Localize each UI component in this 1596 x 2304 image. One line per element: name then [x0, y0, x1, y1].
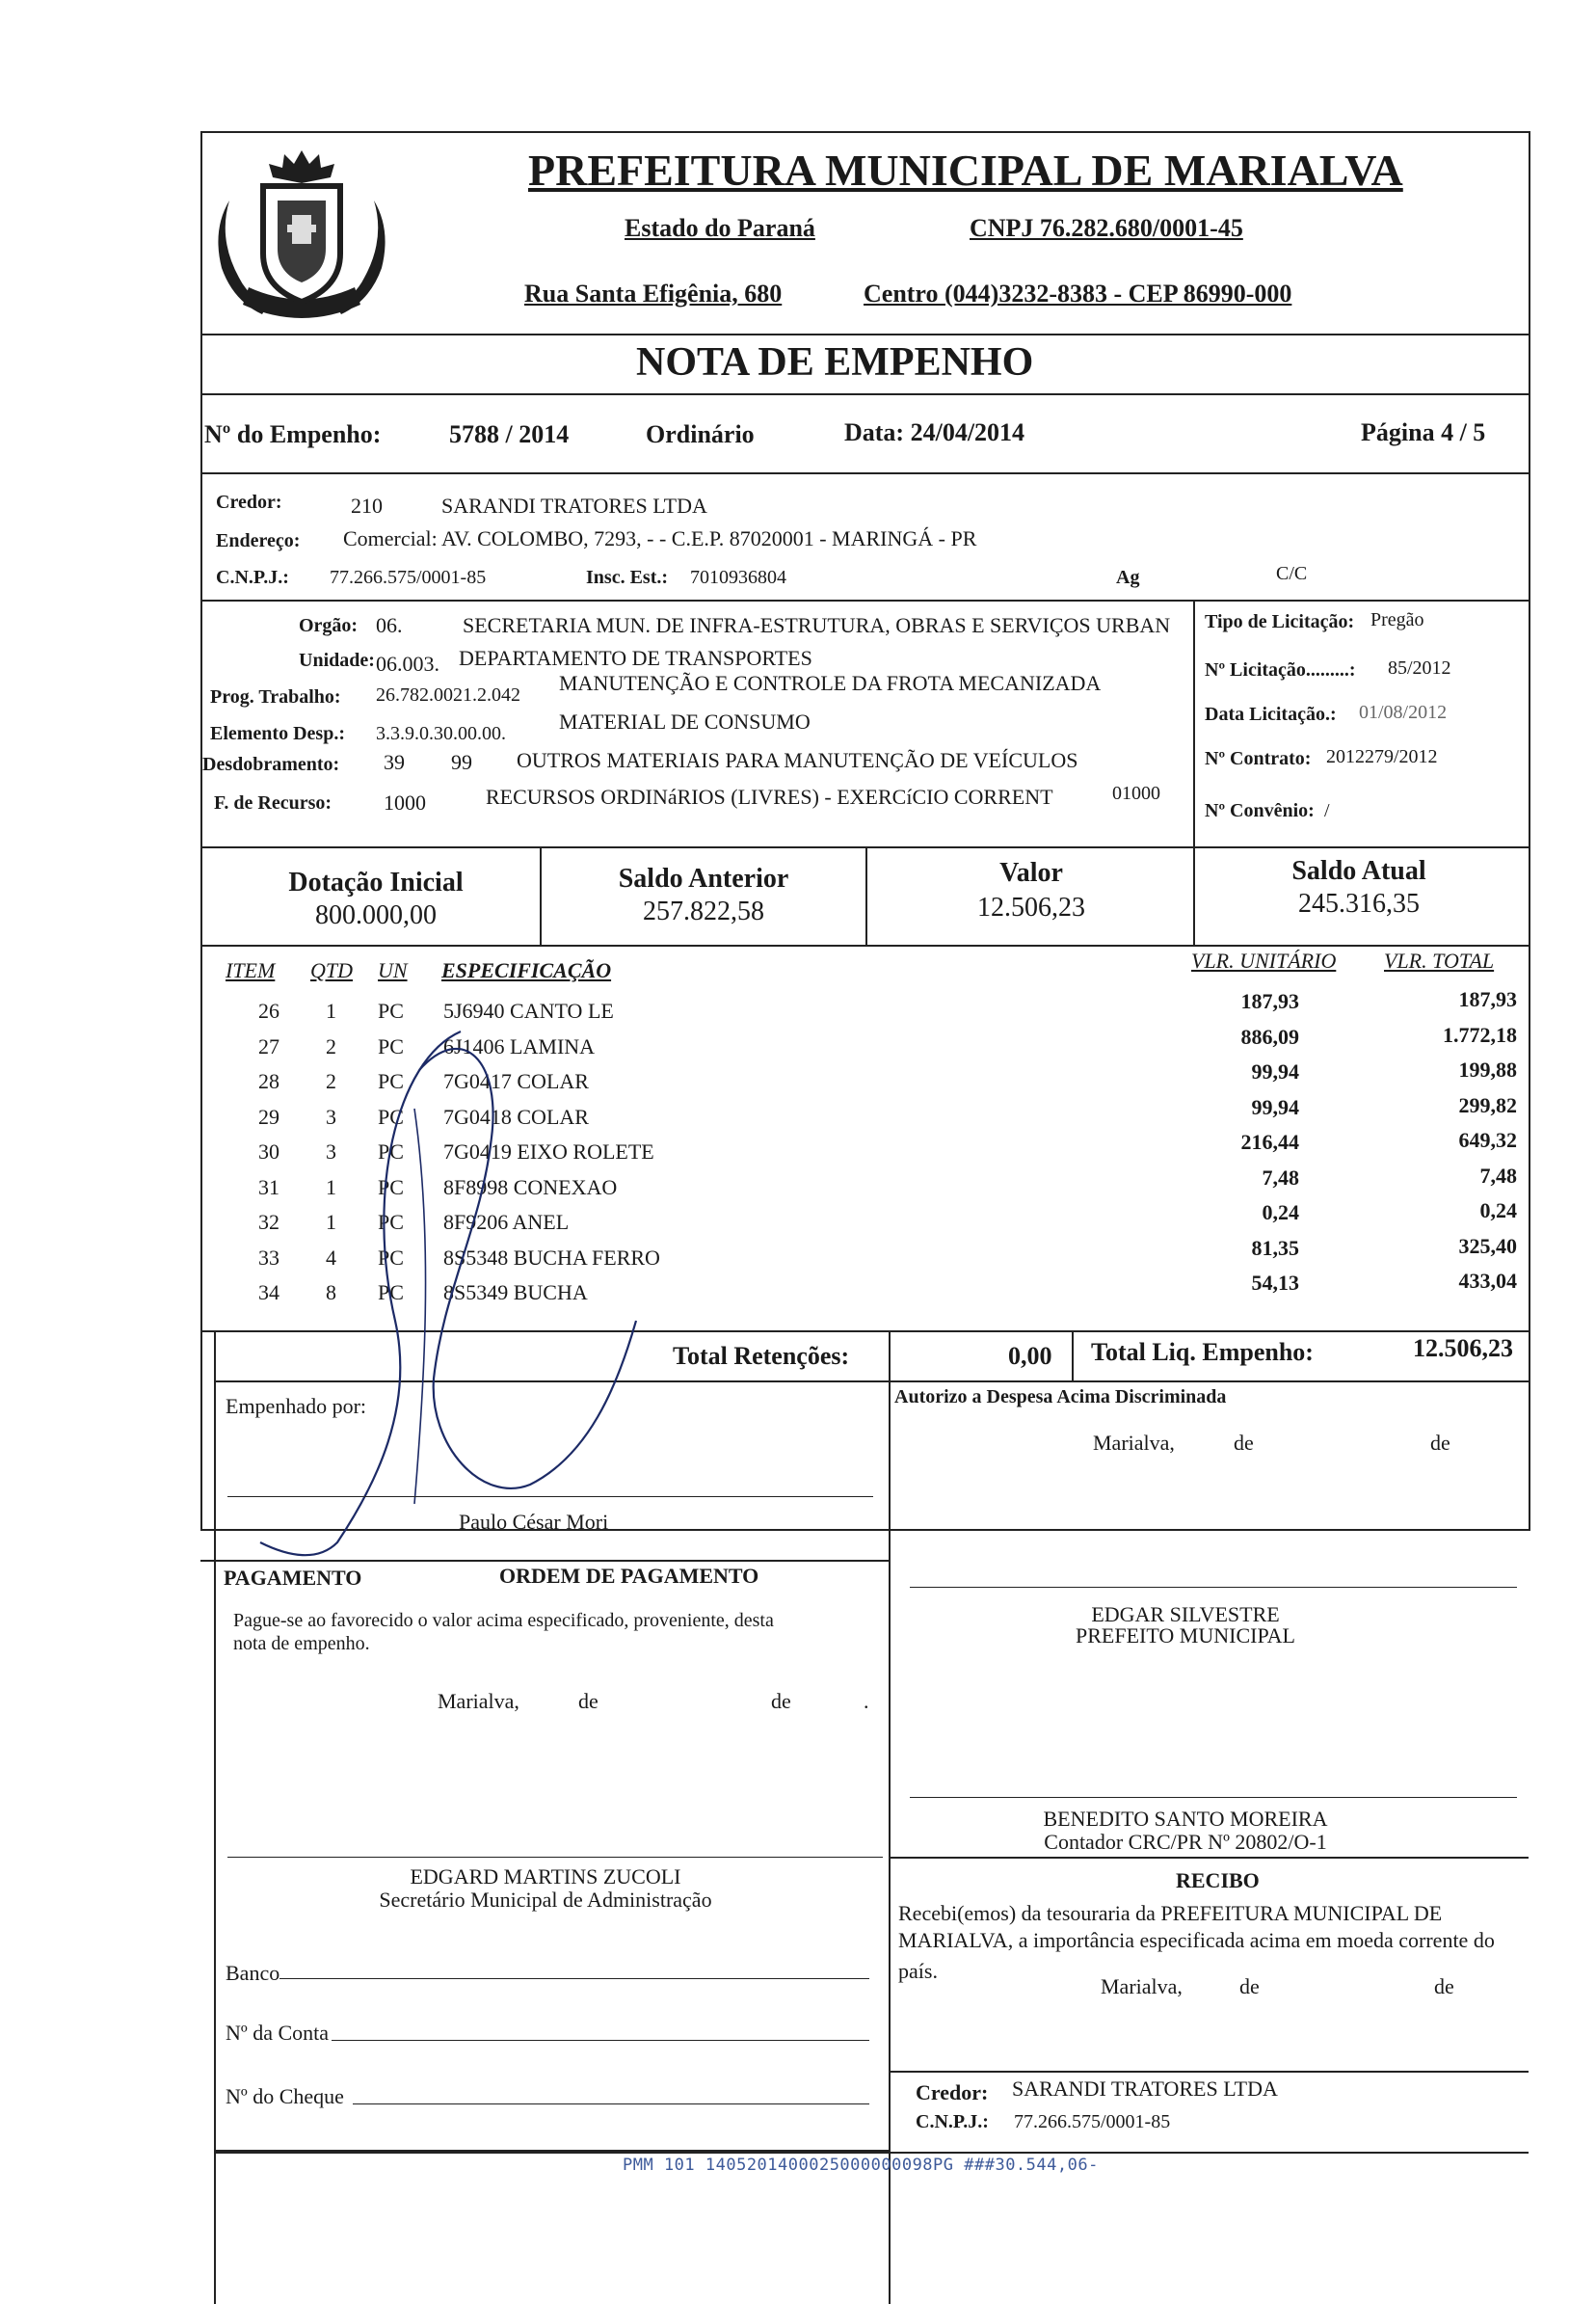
cheque-label: Nº do Cheque [226, 2084, 344, 2108]
unidade-code: 06.003. [376, 652, 439, 676]
divider [200, 846, 1529, 848]
conta-line [332, 2040, 869, 2041]
recibo-text-2: MARIALVA, a importância especificada acima em moeda corrente do [898, 1928, 1495, 1952]
signature-line [910, 1797, 1517, 1798]
prog-label: Prog. Trabalho: [210, 686, 341, 708]
credor-code: 210 [351, 494, 383, 518]
item-unit: PC [378, 1280, 404, 1304]
divider [200, 334, 1529, 335]
divider [1193, 846, 1195, 945]
recibo-credor: SARANDI TRATORES LTDA [1012, 2076, 1278, 2101]
fonte-extra: 01000 [1112, 783, 1160, 804]
item-qty: 2 [326, 1069, 336, 1093]
recibo-de-1: de [1239, 1974, 1260, 1998]
contrato-value: 2012279/2012 [1326, 746, 1438, 767]
fonte-label: F. de Recurso: [214, 792, 332, 814]
banco-line [279, 1978, 869, 1979]
divider [540, 846, 542, 945]
pagamento-de-2: de [771, 1689, 791, 1713]
fonte-code: 1000 [384, 790, 426, 815]
credor-cnpj: 77.266.575/0001-85 [330, 567, 487, 588]
credor-address: Comercial: AV. COLOMBO, 7293, - - C.E.P. 87020001 - MARINGÁ - PR [343, 526, 977, 550]
item-number: 34 [258, 1280, 279, 1304]
col-un-header: UN [378, 958, 408, 982]
item-unit-price: 7,48 [1262, 1165, 1299, 1190]
pagamento-dot: . [864, 1689, 869, 1713]
doc-title: NOTA DE EMPENHO [636, 340, 1034, 385]
item-total: 199,88 [1458, 1058, 1517, 1082]
desdobramento-desc: OUTROS MATERIAIS PARA MANUTENÇÃO DE VEÍCULOS [517, 748, 1078, 772]
item-total: 0,24 [1479, 1198, 1517, 1222]
orgao-code: 06. [376, 613, 403, 637]
num-licitacao-value: 85/2012 [1388, 657, 1451, 679]
saldo-anterior-label: Saldo Anterior [618, 864, 789, 894]
signature-line [227, 1496, 873, 1497]
contrato-label: Nº Contrato: [1205, 748, 1312, 769]
col-total-header: VLR. TOTAL [1384, 949, 1495, 973]
divider [889, 1857, 1529, 1859]
elemento-desc: MATERIAL DE CONSUMO [559, 710, 811, 734]
elemento-label: Elemento Desp.: [210, 723, 345, 744]
signature-line [227, 1857, 883, 1858]
prog-desc: MANUTENÇÃO E CONTROLE DA FROTA MECANIZADA [559, 671, 1102, 695]
empenho-number: 5788 / 2014 [449, 420, 570, 448]
address-label: Rua Santa Efigênia, 680 [524, 280, 783, 308]
item-total: 1.772,18 [1443, 1022, 1517, 1047]
cc-label: C/C [1276, 563, 1308, 584]
item-unit-price: 81,35 [1251, 1235, 1299, 1260]
total-retencoes-label: Total Retenções: [673, 1342, 850, 1370]
address-label: Endereço: [216, 530, 301, 551]
saldo-anterior-value: 257.822,58 [643, 897, 764, 926]
item-unit: PC [378, 999, 404, 1023]
item-qty: 1 [326, 1174, 336, 1199]
item-unit-price: 216,44 [1240, 1130, 1299, 1154]
elemento-code: 3.3.9.0.30.00.00. [376, 723, 506, 744]
divider [200, 945, 1529, 947]
col-qtd-header: QTD [310, 958, 354, 982]
total-liquido-value: 12.506,23 [1413, 1334, 1513, 1362]
autorizo-de-1: de [1234, 1431, 1254, 1455]
item-unit: PC [378, 1245, 404, 1270]
saldo-atual-label: Saldo Atual [1291, 856, 1426, 886]
ordem-pagamento-label: ORDEM DE PAGAMENTO [499, 1564, 759, 1588]
pagamento-place: Marialva, [438, 1689, 519, 1713]
insc-label: Insc. Est.: [586, 567, 669, 588]
unidade-label: Unidade: [299, 650, 375, 671]
dotacao-inicial-value: 800.000,00 [315, 900, 437, 930]
autorizo-label: Autorizo a Despesa Acima Discriminada [894, 1386, 1227, 1407]
total-retencoes-value: 0,00 [1008, 1342, 1052, 1370]
item-unit-price: 99,94 [1251, 1059, 1299, 1084]
contador-title: Contador CRC/PR Nº 20802/O-1 [1044, 1830, 1327, 1854]
recibo-credor-label: Credor: [916, 2080, 989, 2104]
divider [200, 600, 1529, 602]
item-number: 28 [258, 1069, 279, 1093]
dotacao-inicial-label: Dotação Inicial [288, 868, 464, 897]
conta-label: Nº da Conta [226, 2021, 330, 2045]
contact-label: Centro (044)3232-8383 - CEP 86990-000 [864, 280, 1292, 308]
desdobramento-code-2: 99 [451, 750, 472, 774]
contador-name: BENEDITO SANTO MOREIRA [1043, 1807, 1328, 1831]
state-label: Estado do Paraná [625, 214, 815, 242]
convenio-value: / [1324, 800, 1330, 821]
item-spec: 7G0418 COLAR [443, 1104, 589, 1129]
recibo-place: Marialva, [1101, 1974, 1183, 1998]
item-unit: PC [378, 1139, 404, 1164]
divider [214, 1330, 216, 2304]
tipo-licitacao-label: Tipo de Licitação: [1205, 611, 1355, 632]
footer-barcode-text: PMM 101 1405201400025000000098PG ###30.544,06- [623, 2156, 1099, 2175]
credor-name: SARANDI TRATORES LTDA [441, 494, 707, 518]
item-unit-price: 886,09 [1240, 1024, 1299, 1049]
item-unit-price: 99,94 [1251, 1094, 1299, 1119]
item-unit: PC [378, 1069, 404, 1093]
recibo-title: RECIBO [1176, 1868, 1260, 1892]
cnpj-label: CNPJ 76.282.680/0001-45 [970, 214, 1243, 242]
item-total: 649,32 [1458, 1128, 1517, 1152]
recibo-text-1: Recebi(emos) da tesouraria da PREFEITURA MUNICIPAL DE [898, 1901, 1443, 1925]
secretario-name: EDGARD MARTINS ZUCOLI [410, 1864, 681, 1889]
signature-line [910, 1587, 1517, 1588]
item-spec: 8F8998 CONEXAO [443, 1174, 618, 1199]
desdobramento-label: Desdobramento: [202, 754, 340, 775]
item-number: 27 [258, 1033, 279, 1058]
pagamento-label: PAGAMENTO [224, 1566, 362, 1590]
tipo-licitacao-value: Pregão [1370, 609, 1424, 630]
ag-label: Ag [1116, 567, 1140, 588]
item-qty: 3 [326, 1104, 336, 1129]
pagamento-de-1: de [578, 1689, 598, 1713]
item-number: 32 [258, 1210, 279, 1234]
autorizo-place: Marialva, [1093, 1431, 1175, 1455]
item-number: 29 [258, 1104, 279, 1129]
divider [214, 2152, 1529, 2154]
recibo-cnpj-label: C.N.P.J.: [916, 2111, 989, 2132]
item-total: 433,04 [1458, 1269, 1517, 1293]
valor-value: 12.506,23 [977, 893, 1085, 923]
divider [1072, 1330, 1074, 1380]
pagamento-text-1: Pague-se ao favorecido o valor acima especificado, proveniente, desta [233, 1610, 774, 1631]
saldo-atual-value: 245.316,35 [1298, 889, 1420, 919]
item-number: 30 [258, 1139, 279, 1164]
divider [889, 2071, 1529, 2073]
item-qty: 2 [326, 1033, 336, 1058]
item-unit-price: 0,24 [1262, 1200, 1299, 1224]
recibo-text-3: país. [898, 1959, 938, 1983]
secretario-title: Secretário Municipal de Administração [379, 1888, 712, 1912]
item-total: 187,93 [1458, 987, 1517, 1011]
empenhado-label: Empenhado por: [226, 1394, 367, 1418]
item-unit: PC [378, 1104, 404, 1129]
handwritten-signature [251, 1003, 655, 1562]
recibo-de-2: de [1434, 1974, 1454, 1998]
item-spec: 5J6940 CANTO LE [443, 999, 614, 1023]
pagamento-text-2: nota de empenho. [233, 1633, 370, 1654]
prog-code: 26.782.0021.2.042 [376, 684, 520, 706]
orgao-label: Orgão: [299, 615, 359, 636]
valor-label: Valor [999, 858, 1063, 888]
item-unit: PC [378, 1210, 404, 1234]
item-spec: 7G0419 EIXO ROLETE [443, 1139, 654, 1164]
desdobramento-code-1: 39 [384, 750, 405, 774]
empenhado-name: Paulo César Mori [459, 1510, 609, 1534]
cheque-line [353, 2103, 869, 2104]
fonte-desc: RECURSOS ORDINáRIOS (LIVRES) - EXERCíCIO CORRENT [486, 785, 1053, 809]
item-total: 7,48 [1479, 1163, 1517, 1188]
item-qty: 1 [326, 999, 336, 1023]
item-qty: 3 [326, 1139, 336, 1164]
divider [200, 393, 1529, 395]
prefeito-name: EDGAR SILVESTRE [1091, 1602, 1280, 1626]
recibo-cnpj: 77.266.575/0001-85 [1014, 2111, 1171, 2132]
unidade-desc: DEPARTAMENTO DE TRANSPORTES [459, 646, 812, 670]
empenho-label: Nº do Empenho: [204, 420, 382, 448]
autorizo-de-2: de [1430, 1431, 1450, 1455]
col-item-header: ITEM [226, 958, 276, 982]
item-total: 299,82 [1458, 1092, 1517, 1117]
data-licitacao-label: Data Licitação.: [1205, 704, 1337, 725]
total-liquido-label: Total Liq. Empenho: [1091, 1338, 1314, 1366]
item-unit-price: 187,93 [1240, 989, 1299, 1013]
item-spec: 8S5349 BUCHA [443, 1280, 588, 1304]
empenho-type: Ordinário [646, 420, 755, 448]
item-qty: 8 [326, 1280, 336, 1304]
num-licitacao-label: Nº Licitação.........: [1205, 659, 1356, 681]
item-total: 325,40 [1458, 1233, 1517, 1258]
item-unit: PC [378, 1033, 404, 1058]
divider [865, 846, 867, 945]
credor-label: Credor: [216, 492, 282, 513]
item-number: 31 [258, 1174, 279, 1199]
orgao-desc: SECRETARIA MUN. DE INFRA-ESTRUTURA, OBRAS E SERVIÇOS URBAN [463, 613, 1171, 637]
item-spec: 8S5348 BUCHA FERRO [443, 1245, 660, 1270]
empenho-date: Data: 24/04/2014 [844, 418, 1025, 446]
banco-label: Banco [226, 1961, 280, 1985]
item-number: 33 [258, 1245, 279, 1270]
item-spec: 6J1406 LAMINA [443, 1033, 596, 1058]
item-unit: PC [378, 1174, 404, 1199]
item-spec: 8F9206 ANEL [443, 1210, 570, 1234]
divider [1193, 600, 1195, 846]
data-licitacao-value: 01/08/2012 [1359, 702, 1448, 723]
item-number: 26 [258, 999, 279, 1023]
item-qty: 1 [326, 1210, 336, 1234]
col-spec-header: ESPECIFICAÇÃO [441, 958, 612, 982]
prefeito-title: PREFEITO MUNICIPAL [1076, 1623, 1295, 1648]
convenio-label: Nº Convênio: [1205, 800, 1315, 821]
cnpj-label: C.N.P.J.: [216, 567, 289, 588]
col-unit-header: VLR. UNITÁRIO [1191, 949, 1337, 973]
insc-value: 7010936804 [690, 567, 786, 588]
divider [200, 472, 1529, 474]
page-title: PREFEITURA MUNICIPAL DE MARIALVA [528, 146, 1403, 195]
item-unit-price: 54,13 [1251, 1271, 1299, 1295]
item-qty: 4 [326, 1245, 336, 1270]
item-spec: 7G0417 COLAR [443, 1069, 589, 1093]
page-number: Página 4 / 5 [1361, 418, 1486, 446]
